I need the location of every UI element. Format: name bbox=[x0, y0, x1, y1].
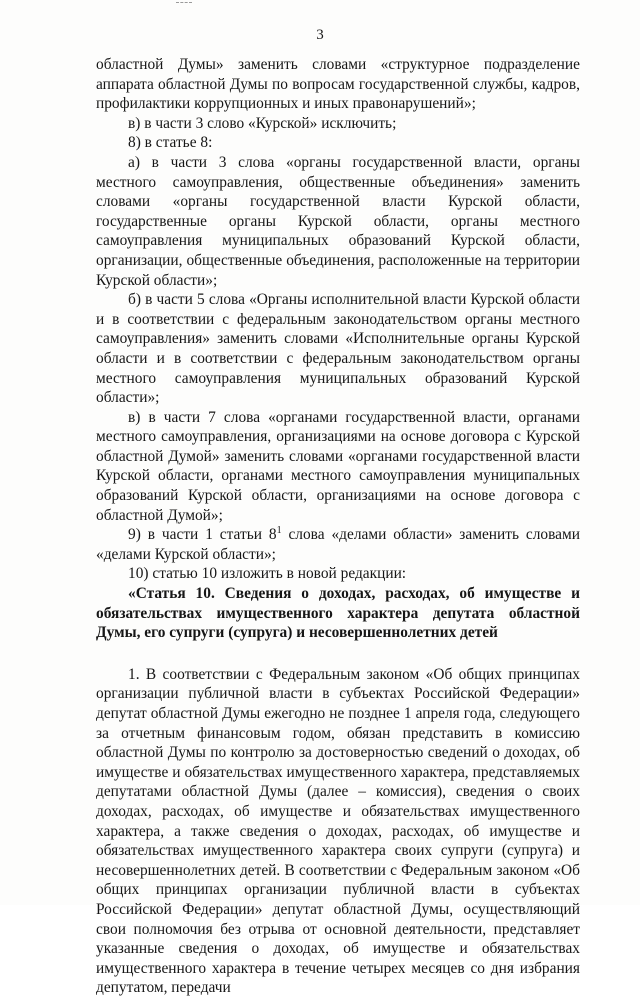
article-10-part-1: 1. В соответствии с Федеральным законом «Об общих принципах организации публичной власти в субъектах Российской Федерации» депутат областной Думы ежегодно не позднее 1 апреля года, следующего за отчетным финансовым годом, обязан представить в комиссию областной Думы по контролю за достоверностью сведений о доходах, об имуществе и обязательствах имущественного характера, представляемых депутатами областной Думы (далее – комиссия), сведения о своих доходах, расходах, об имуществе и обязательствах имущественного характера, а также сведения о доходах, расходах, об имуществе и обязательствах имущественного характера своих супруги (супруга) и несовершеннолетних детей. В соответствии с Федеральным законом «Об общих принципах организации публичной власти в субъектах Российской Федерации» депутат областной Думы, осуществляющий свои полномочия без отрыва от основной деятельности, представляет указанные сведения о доходах, об имуществе и обязательствах имущественного характера в течение четырех месяцев со дня избрания депутатом, передачи bbox=[96, 665, 580, 997]
paragraph-item-8: 8) в статье 8: bbox=[128, 134, 213, 152]
item-9-text-start: 9) в части 1 статьи 8 bbox=[128, 526, 277, 544]
paragraph-item-9 bbox=[96, 525, 580, 564]
item-9-text-end: слова «делами области» заменить словами «делами Курской области»; bbox=[96, 526, 580, 563]
paragraph-item-8v: в) в части 7 слова «органами государственной власти, органами местного самоуправления, организациями на основе договора с Курской областной Думой» заменить словами «органами государственной власти Курской области, органами местного самоуправления муниципальных образований Курской области, организациями на основе договора с областной Думой»; bbox=[96, 408, 580, 524]
paragraph-item-v: в) в части 3 слово «Курской» исключить; bbox=[128, 114, 397, 132]
article-superscript: 1 bbox=[276, 525, 282, 537]
paragraph-continuation: областной Думы» заменить словами «структурное подразделение аппарата областной Думы по вопросам государственной службы, кадров, профилактики коррупционных и иных правонарушений»; bbox=[96, 56, 580, 113]
article-10-heading: «Статья 10. Сведения о доходах, расходах, об имуществе и обязательствах имущественного характера депутата областной Думы, его супруги (супруга) и несовершеннолетних детей bbox=[96, 585, 580, 642]
paragraph-item-10: 10) статью 10 изложить в новой редакции: bbox=[128, 565, 407, 583]
document-body bbox=[96, 55, 580, 998]
scan-artifact bbox=[176, 2, 192, 3]
paragraph-item-8b: б) в части 5 слова «Органы исполнительной власти Курской области и в соответствии с федеральным законодательством органы местного самоуправления» заменить словами «Исполнительные органы Курской области и в соответствии с федеральным законодательством органы местного самоуправления муниципальных образований Курской области»; bbox=[96, 291, 580, 407]
paragraph-item-8a: а) в части 3 слова «органы государственной власти, органы местного самоуправления, общественные объединения» заменить словами «органы государственной власти Курской области, государственные органы Курской области, органы местного самоуправления муниципальных образований Курской области, организации, общественные объединения, расположенные на территории Курской области»; bbox=[96, 153, 580, 289]
page-number: 3 bbox=[316, 27, 324, 43]
